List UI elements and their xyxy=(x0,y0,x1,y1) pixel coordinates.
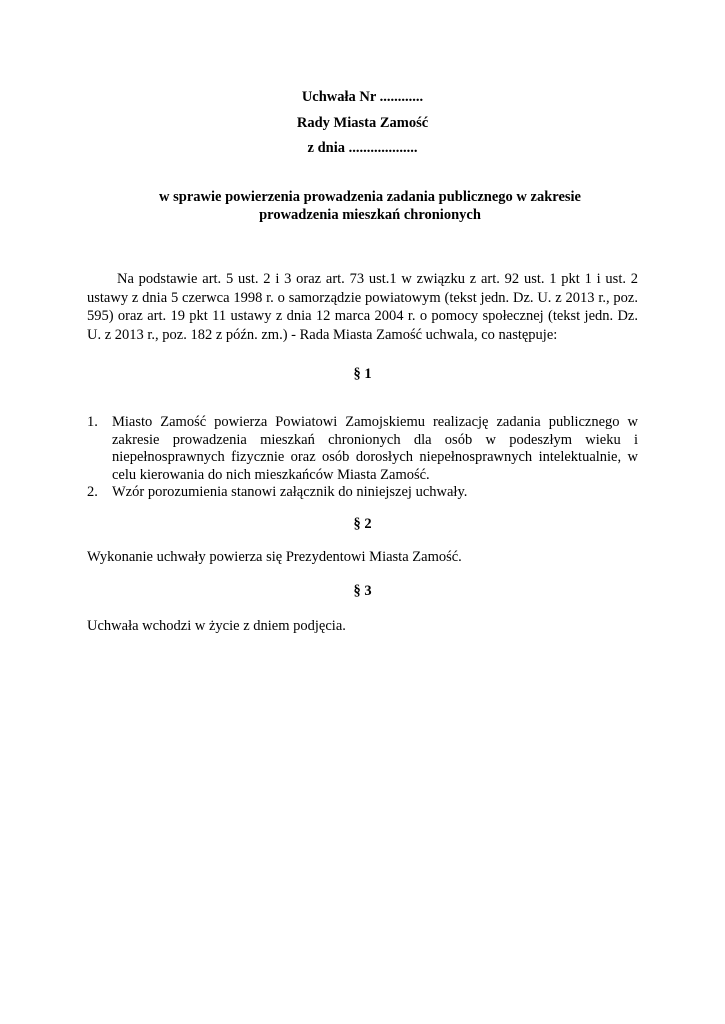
section-1-list xyxy=(87,414,638,502)
preamble-paragraph: Na podstawie art. 5 ust. 2 i 3 oraz art. 73 ust.1 w związku z art. 92 ust. 1 pkt 1 i ust. 2 ustawy z dnia 5 czerwca 1998 r. o samorządzie powiatowym (tekst jedn. Dz. U. z 2013 r., poz. 595) oraz art. 19 pkt 11 ustawy z dnia 12 marca 2004 r. o pomocy społecznej (tekst jedn. Dz. U. z 2013 r., poz. 182 z późn. zm.) - Rada Miasta Zamość uchwala, co następuje: xyxy=(87,271,638,343)
subject-line-1: w sprawie powierzenia prowadzenia zadania publicznego w zakresie xyxy=(159,189,581,205)
list-item-text: Miasto Zamość powierza Powiatowi Zamojskiemu realizację zadania publicznego w zakresie prowadzenia mieszkań chronionych dla osób w podeszłym wieku i niepełnosprawnych fizycznie oraz osób dorosłych niepełnosprawnych intelektualnie, w celu kierowania do nich mieszkańców Miasta Zamość. xyxy=(112,414,638,483)
list-item-text: Wzór porozumienia stanowi załącznik do niniejszej uchwały. xyxy=(112,484,468,500)
section-3-text: Uchwała wchodzi w życie z dniem podjęcia. xyxy=(87,618,346,634)
section-3-heading: § 3 xyxy=(353,583,372,599)
list-item xyxy=(87,414,638,484)
resolution-number: Uchwała Nr ............ xyxy=(301,89,424,105)
resolution-date: z dnia ................... xyxy=(307,140,418,156)
section-2-heading: § 2 xyxy=(353,516,372,532)
section-2-text: Wykonanie uchwały powierza się Prezydentowi Miasta Zamość. xyxy=(87,549,462,565)
resolution-subject xyxy=(120,188,620,224)
council-name: Rady Miasta Zamość xyxy=(296,115,429,131)
list-item-number: 2. xyxy=(87,484,98,500)
section-1-heading: § 1 xyxy=(353,366,372,382)
list-item xyxy=(87,484,638,502)
subject-line-2: prowadzenia mieszkań chronionych xyxy=(259,207,481,223)
list-item-number: 1. xyxy=(87,414,98,430)
